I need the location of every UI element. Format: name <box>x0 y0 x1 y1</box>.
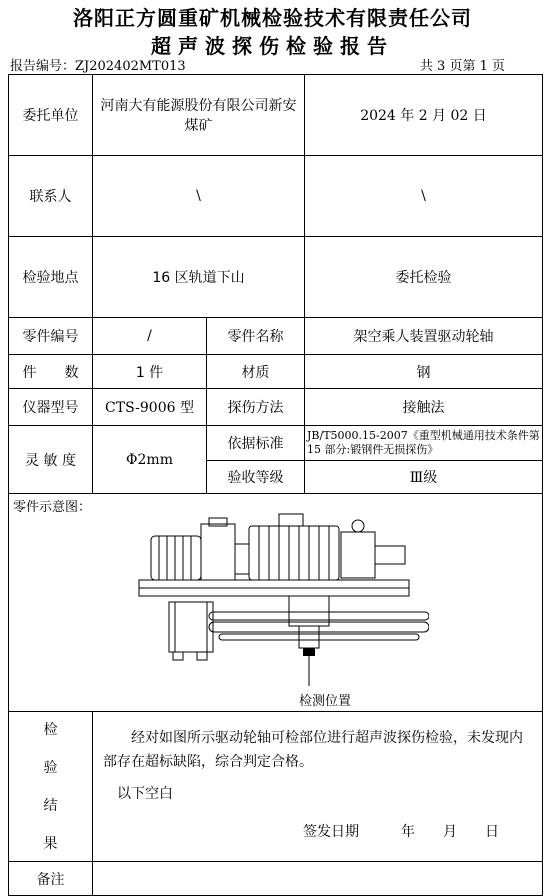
method-value: 接触法 <box>305 389 543 426</box>
part-no-value: / <box>93 318 207 355</box>
grade-value: Ⅲ级 <box>305 461 543 494</box>
detection-marker <box>303 648 315 656</box>
instrument-value: CTS-9006 型 <box>93 389 207 426</box>
report-title: 超声波探伤检验报告 <box>151 34 394 58</box>
report-table <box>8 74 543 896</box>
part-no-label: 零件编号 <box>9 318 93 355</box>
place-value: 16 区轨道下山 <box>93 237 305 318</box>
report-number: 报告编号：ZJ202402MT013 <box>10 59 186 74</box>
blank-note: 以下空白 <box>117 786 173 802</box>
conclusion-label <box>9 712 93 862</box>
remarks-label: 备注 <box>9 862 93 896</box>
part-name-label: 零件名称 <box>207 318 305 355</box>
qty-label: 件 数 <box>9 355 93 389</box>
company-name: 洛阳正方圆重矿机械检验技术有限责任公司 <box>73 6 472 30</box>
sensitivity-label: 灵 敏 度 <box>9 426 93 494</box>
material-label: 材质 <box>207 355 305 389</box>
date-value: 2024 年 2 月 02 日 <box>305 75 543 156</box>
figure-label: 零件示意图： <box>13 500 92 515</box>
remarks-value <box>93 862 543 896</box>
figure-cell <box>9 494 543 712</box>
conclusion-label-char-3: 结 <box>43 797 58 814</box>
phone-value: \ <box>305 156 543 237</box>
conclusion-cell <box>93 712 543 862</box>
conclusion-label-char-2: 验 <box>43 759 58 776</box>
client-value: 河南大有能源股份有限公司新安煤矿 <box>93 75 305 156</box>
contact-value: \ <box>93 156 305 237</box>
grade-label: 验收等级 <box>207 461 305 494</box>
nature-value: 委托检验 <box>305 237 543 318</box>
material-value: 钢 <box>305 355 543 389</box>
part-name-value: 架空乘人装置驱动轮轴 <box>305 318 543 355</box>
place-label: 检验地点 <box>9 237 93 318</box>
sign-date: 签发日期 年 月 日 <box>303 824 499 840</box>
conclusion-label-char-1: 检 <box>43 721 58 738</box>
contact-label: 联系人 <box>9 156 93 237</box>
figure-caption: 检测位置 <box>299 694 352 709</box>
instrument-label: 仪器型号 <box>9 389 93 426</box>
client-label: 委托单位 <box>9 75 93 156</box>
qty-value: 1 件 <box>93 355 207 389</box>
sensitivity-value: Φ2mm <box>93 426 207 494</box>
standard-value: JB/T5000.15-2007《重型机械通用技术条件第 15 部分:锻钢件无损探伤》 <box>305 426 543 461</box>
drive-wheel-shaft-drawing <box>129 512 429 690</box>
standard-label: 依据标准 <box>207 426 305 461</box>
conclusion-text: 经对如图所示驱动轮轴可检部位进行超声波探伤检验，未发现内部存在超标缺陷，综合判定合格。 <box>103 730 523 770</box>
conclusion-label-char-4: 果 <box>43 835 58 852</box>
page-info: 共 3 页第 1 页 <box>419 59 505 74</box>
method-label: 探伤方法 <box>207 389 305 426</box>
